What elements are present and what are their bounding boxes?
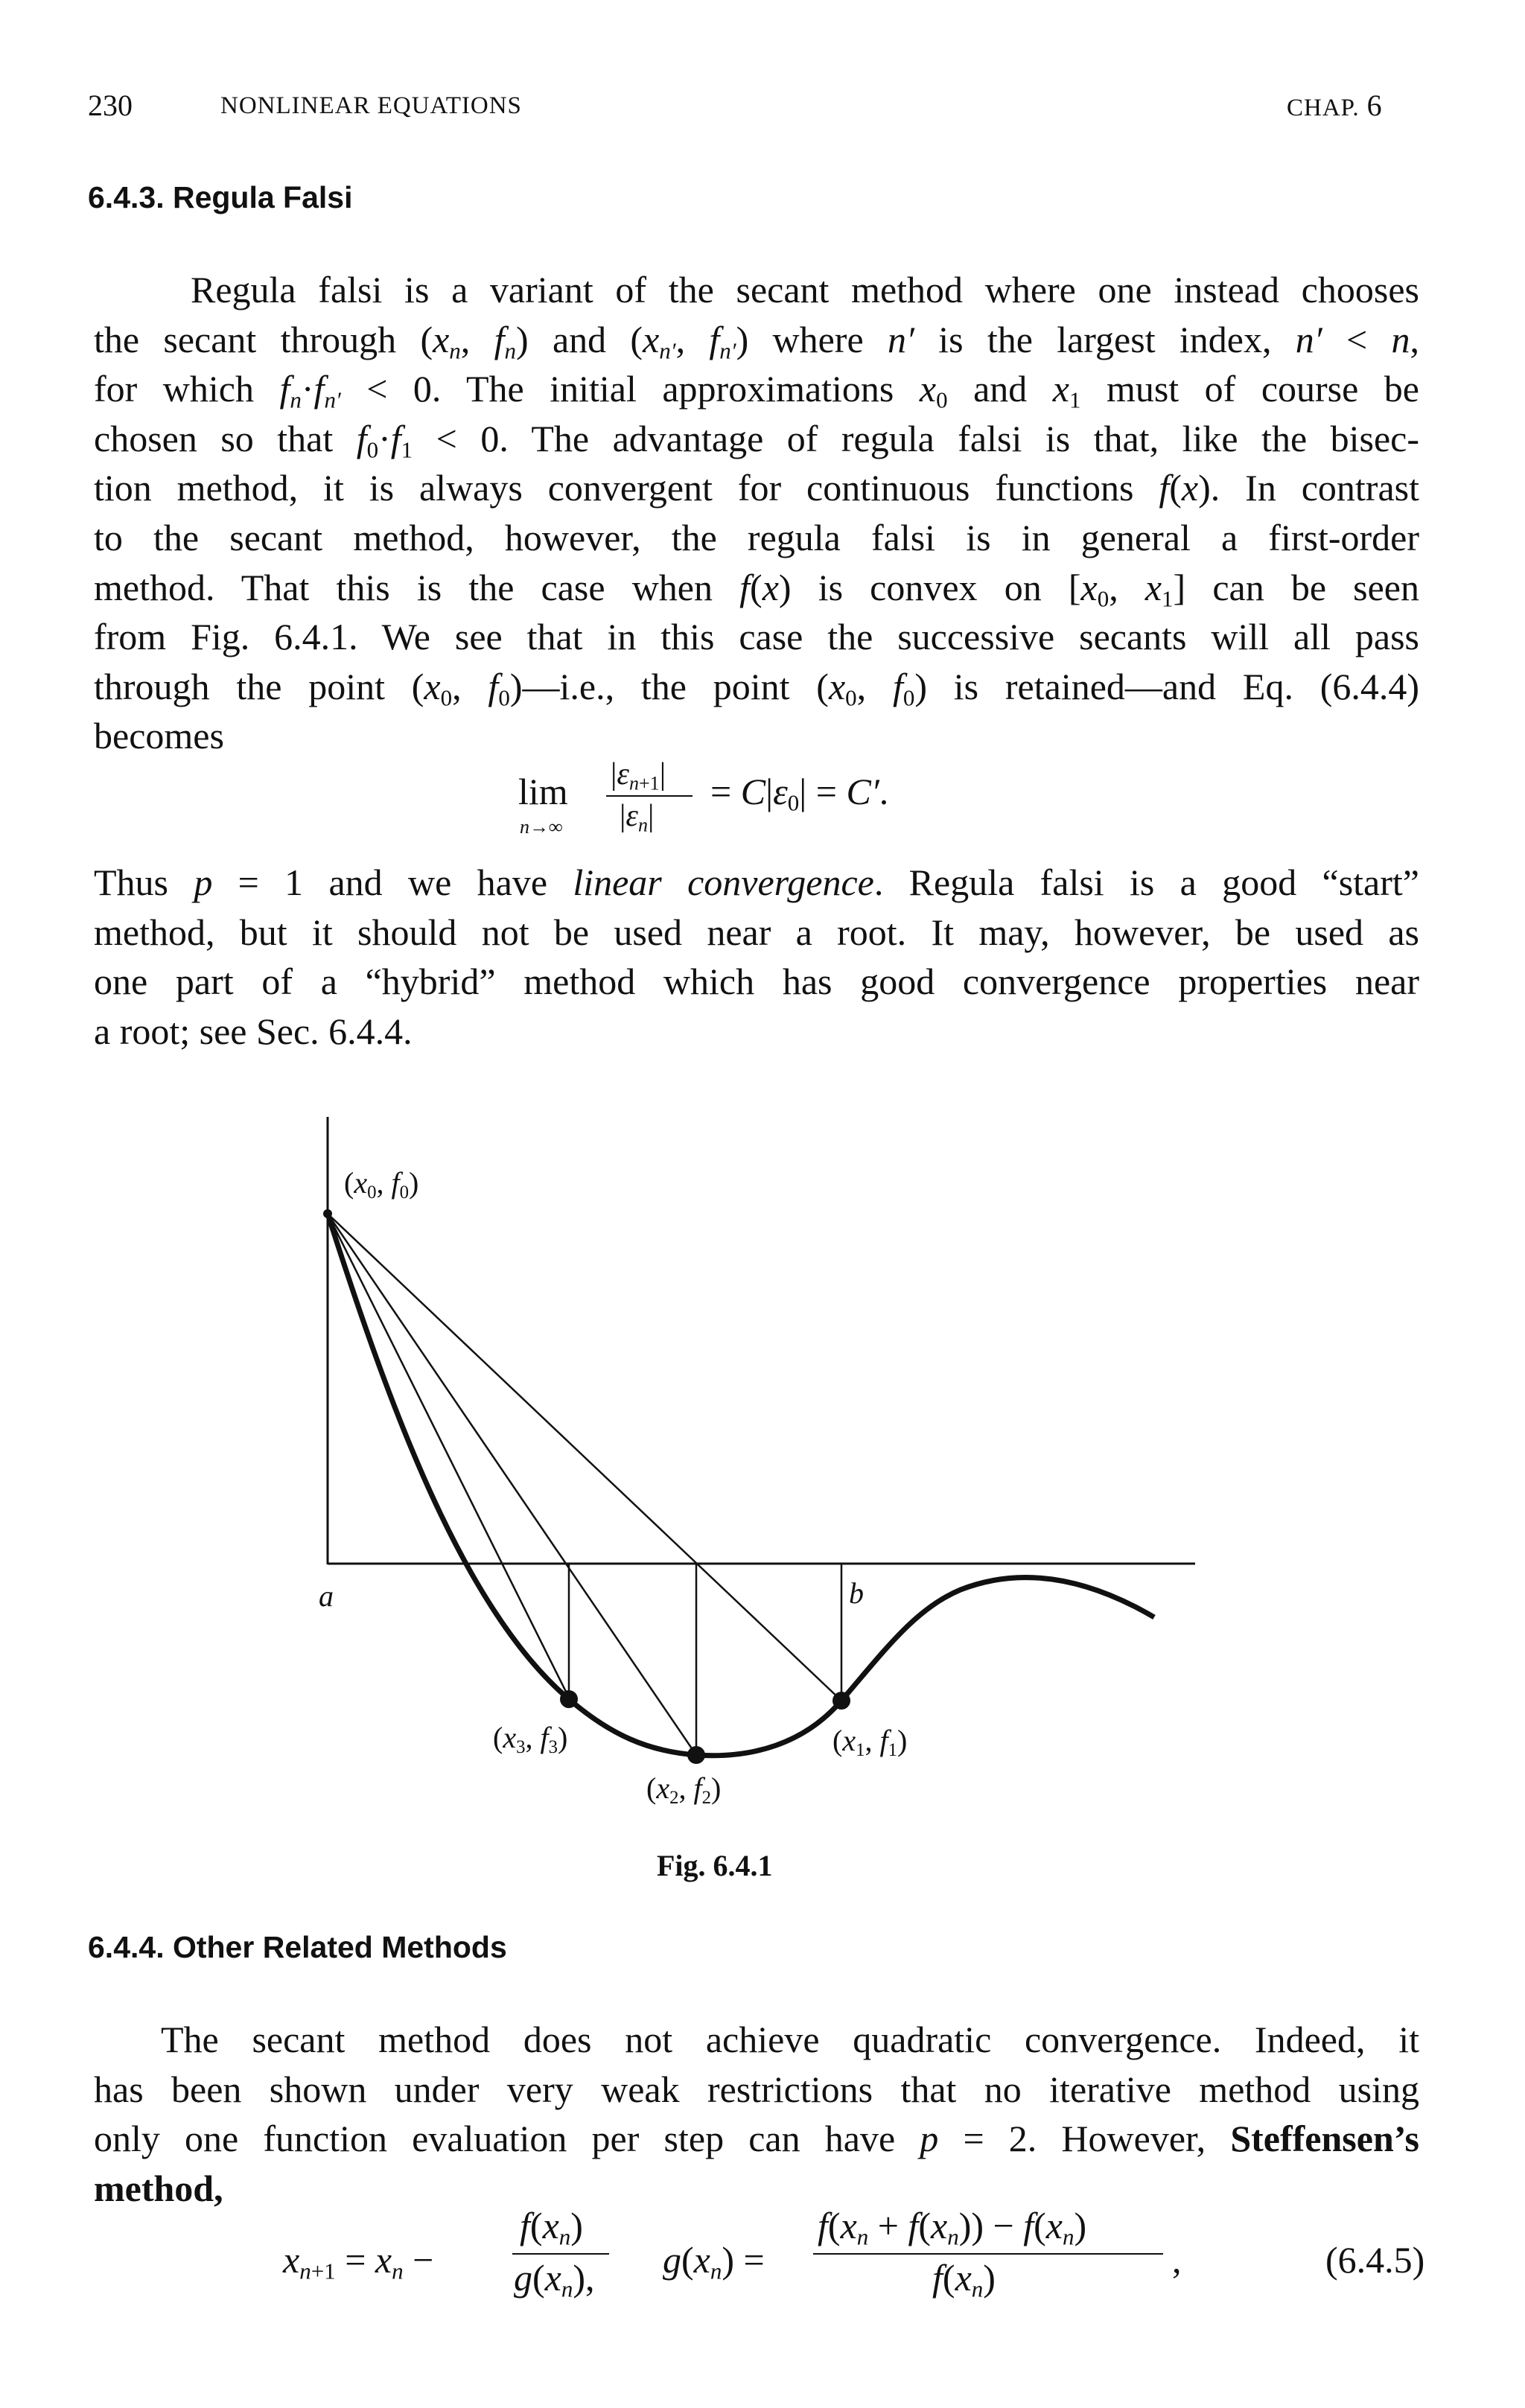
related-methods-paragraph — [94, 2015, 1419, 2213]
section-heading-643: 6.4.3. Regula Falsi — [88, 180, 353, 214]
label-b: b — [849, 1576, 864, 1610]
label-x1-f1: ($x_1$, $f_1$) — [832, 1724, 908, 1760]
text-line: becomes — [94, 715, 224, 757]
label-a: a — [319, 1579, 334, 1613]
text-line: method. That this is the case when f(x) is convex on [$x_0$, $x_1$] can be seen — [94, 566, 1419, 612]
text-line: Thus p = 1 and we have linear convergence. Regula falsi is a good “start” — [94, 861, 1419, 903]
label-x2-f2: ($x_2$, $f_2$) — [646, 1771, 722, 1808]
text-line: the secant through ($x_n$, $f_n$) and ($x_{n'}$, $f_{n'}$) where n′ is the largest index, n′ < n, — [94, 318, 1419, 364]
label-x0-f0: ($x_0$, $f_0$) — [344, 1166, 419, 1203]
point-x1-f1 — [832, 1692, 850, 1710]
text-line: through the point ($x_0$, $f_0)—i.e$., the point ($x_0$, $f_0$) is retained—and Eq. (6.4.4) — [94, 665, 1420, 711]
text-line: tion method, it is always convergent for continuous functions f(x). In contrast — [94, 467, 1419, 509]
figure-caption: Fig. 6.4.1 — [657, 1849, 773, 1882]
secant-line-1 — [328, 1214, 841, 1701]
text-line: a root; see Sec. 6.4.4. — [94, 1010, 413, 1052]
chapter-label: CHAP. 6 — [1287, 89, 1382, 122]
equation-number: (6.4.5) — [1325, 2239, 1425, 2281]
text-line: method, — [94, 2167, 223, 2209]
running-title: NONLINEAR EQUATIONS — [220, 92, 522, 119]
page-number: 230 — [88, 89, 133, 122]
text-line: chosen so that $f_0\cdot f_1 < 0$. The advantage of regula falsi is that, like the bisec- — [94, 417, 1419, 463]
point-x0-f0 — [323, 1209, 332, 1218]
limit-equation: lim n→∞ $|\varepsilon_{n+1}|$ $|\varepsilon_n|$ = $C|\varepsilon_0| = C'$. — [518, 757, 889, 838]
text-line: has been shown under very weak restrictions that no iterative method using — [94, 2068, 1419, 2110]
text-line: one part of a “hybrid” method which has good convergence properties near — [94, 961, 1419, 1003]
text-line: only one function evaluation per step can have p = 2. However, Steffensen’s — [94, 2118, 1420, 2160]
label-x3-f3: ($x_3$, $f_3$) — [493, 1721, 568, 1757]
section-heading-644: 6.4.4. Other Related Methods — [88, 1930, 507, 1964]
secant-line-2 — [328, 1214, 696, 1755]
text-line: Regula falsi is a variant of the secant method where one instead chooses — [191, 269, 1419, 310]
text-line: from Fig. 6.4.1. We see that in this case the successive secants will all pass — [94, 616, 1419, 658]
function-curve — [328, 1214, 1154, 1760]
secant-line-3 — [328, 1214, 570, 1699]
text-line: to the secant method, however, the regula falsi is in general a first-order — [94, 516, 1419, 558]
text-line: for which $f_n\cdot f_{n'} < 0$. The initial approximations $x_0$ and $x_1$ must of course be — [94, 368, 1419, 413]
text-line: method, but it should not be used near a root. It may, however, be used as — [94, 911, 1419, 953]
point-x3-f3 — [560, 1690, 578, 1708]
text-line: The secant method does not achieve quadratic convergence. Indeed, it — [161, 2019, 1419, 2060]
point-x2-f2 — [687, 1746, 705, 1764]
steffensen-equation: $x_{n+1} = x_n$ − $f(x_n)$ $g(x_n)$, $g(x_n)$ = $f(x_n + f(x_n)) - f(x_n)$ $f(x_n)$ , (6.4.5) — [283, 2205, 1425, 2302]
